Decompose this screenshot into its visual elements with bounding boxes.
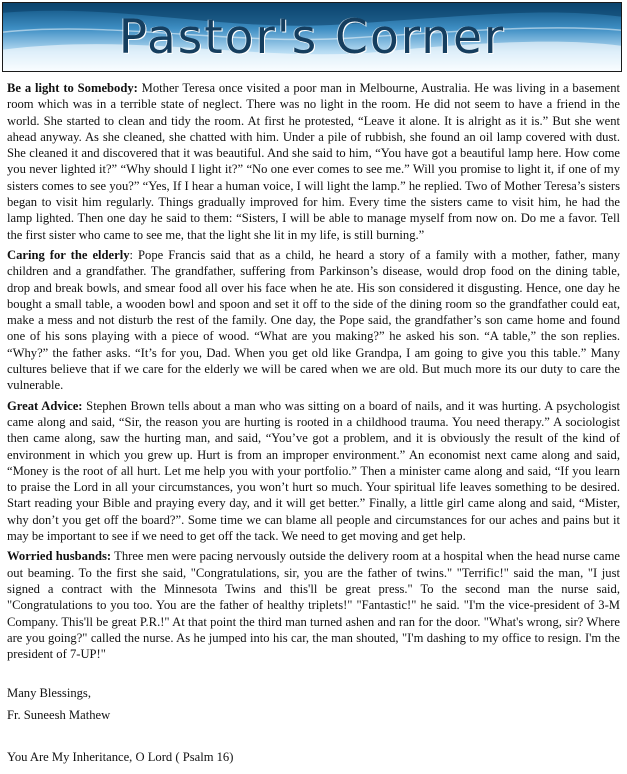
article-heading: Caring for the elderly bbox=[7, 247, 130, 262]
banner-title: Pastor's Corner bbox=[118, 10, 506, 65]
article-worried-husbands bbox=[7, 548, 620, 662]
article-light-to-somebody bbox=[7, 80, 620, 243]
article-heading: Great Advice: bbox=[7, 398, 83, 413]
article-body bbox=[7, 80, 620, 666]
article-heading: Be a light to Somebody: bbox=[7, 81, 138, 95]
closing-greeting: Many Blessings, bbox=[7, 686, 91, 700]
article-text: : Pope Francis said that as a child, he heard a story of a family with a mother, father, many children and a grandfather. The grandfather, suffering from Parkinson’s disease, would drop food on the dining table, drop and break bowls, and smear food all over his face when he ate. His son considered it disgusting. Hence, one day he bought a small table, a wooden bowl and spoon and set it off to the side of the dining room so the grandfather could eat, make a mess and not disturb the rest of the family. One day, the Pope said, the grandfather’s son came home and found one of his sons playing with a piece of wood. “What are you making?” he asked his son. “A table,” the son replies. “Why?” the father asks. “It’s for you, Dad. When you get old like Grandpa, I am going to give you this table.” Many cultures believe that if we care for the elderly we will be cared when we are old. But much more its our duty to care the vulnerable. bbox=[7, 247, 620, 393]
article-great-advice bbox=[7, 398, 620, 545]
article-text: Three men were pacing nervously outside the delivery room at a hospital when the head nurse came out beaming. To the first she said, "Congratulations, sir, you are the father of twins." "Terrific!" said the man, "I just signed a contract with the Minnesota Twins and this'll be great press." To the second man the nurse said, "Congratulations to you too. You are the father of healthy triplets!" "Fantastic!" he said. "I'm the vice-president of 3-M Company. This'll be great P.R.!" At that point the third man turned ashen and ran for the door. "What's wrong, sir? Where are you going?" called the nurse. As he jumped into his car, the man shouted, "I'm dashing to my office to resign. I'm the president of 7-UP!" bbox=[7, 549, 620, 662]
closing-signature: Fr. Suneesh Mathew bbox=[7, 708, 111, 722]
article-text: Stephen Brown tells about a man who was sitting on a board of nails, and it was hurting. A psychologist came along and said, “Sir, the reason you are hurting is rooted in a childhood trauma. You need therapy.” A sociologist then came along, saw the hurting man, and said, “You’ve got a problem, and it is obviously the result of the kind of environment in which you grew up. Hurt is from an improper environment.” An economist next came along and said, “Money is the root of all hurt. Let me help you with your portfolio.” Then a minister came along and said, “If you learn to praise the Lord in all your circumstances, you won’t hurt so much. Your spiritual life leaves something to be desired. Start reading your Bible and praying every day, and it will get better.” Finally, a little girl came along and said, “Mister, why don’t you get off the board?”. Some time we can blame all people and circumstances for our aches and pains but it may be important to see if we need to get off the tack. We need to get moving and get help. bbox=[7, 398, 620, 544]
pastors-corner-banner bbox=[2, 2, 622, 72]
article-text: Mother Teresa once visited a poor man in Melbourne, Australia. He was living in a basement room which was in a terrible state of neglect. There was no light in the room. He did not seem to have a friend in the world. She started to clean and tidy the room. At first he protested, “Leave it alone. It is alright as it is.” But she went ahead anyway. As she cleaned, she chatted with him. Under a pile of rubbish, she found an oil lamp covered with dust. She cleaned it and discovered that it was beautiful. And she said to him, “You have got a beautiful lamp here. How come you never lighted it?” “Why should I light it?” “No one ever comes to see me.” Will you promise to light it, if one of my sisters comes to see you?” “Yes, If I hear a human voice, I will light the lamp.” he replied. Two of Mother Teresa’s sisters began to visit him regularly. Things gradually improved for him. Every time the sisters came to visit him, he had the lamp lighted. Then one day he said to them: “Sisters, I will be able to manage myself from now on. Do me a favor. Tell the first sister who came to see me, that the light she lit in my life, is still burning.” bbox=[7, 81, 620, 242]
article-caring-for-elderly bbox=[7, 247, 620, 394]
closing-verse: You Are My Inheritance, O Lord ( Psalm 16) bbox=[7, 750, 234, 764]
article-heading: Worried husbands: bbox=[7, 549, 112, 564]
